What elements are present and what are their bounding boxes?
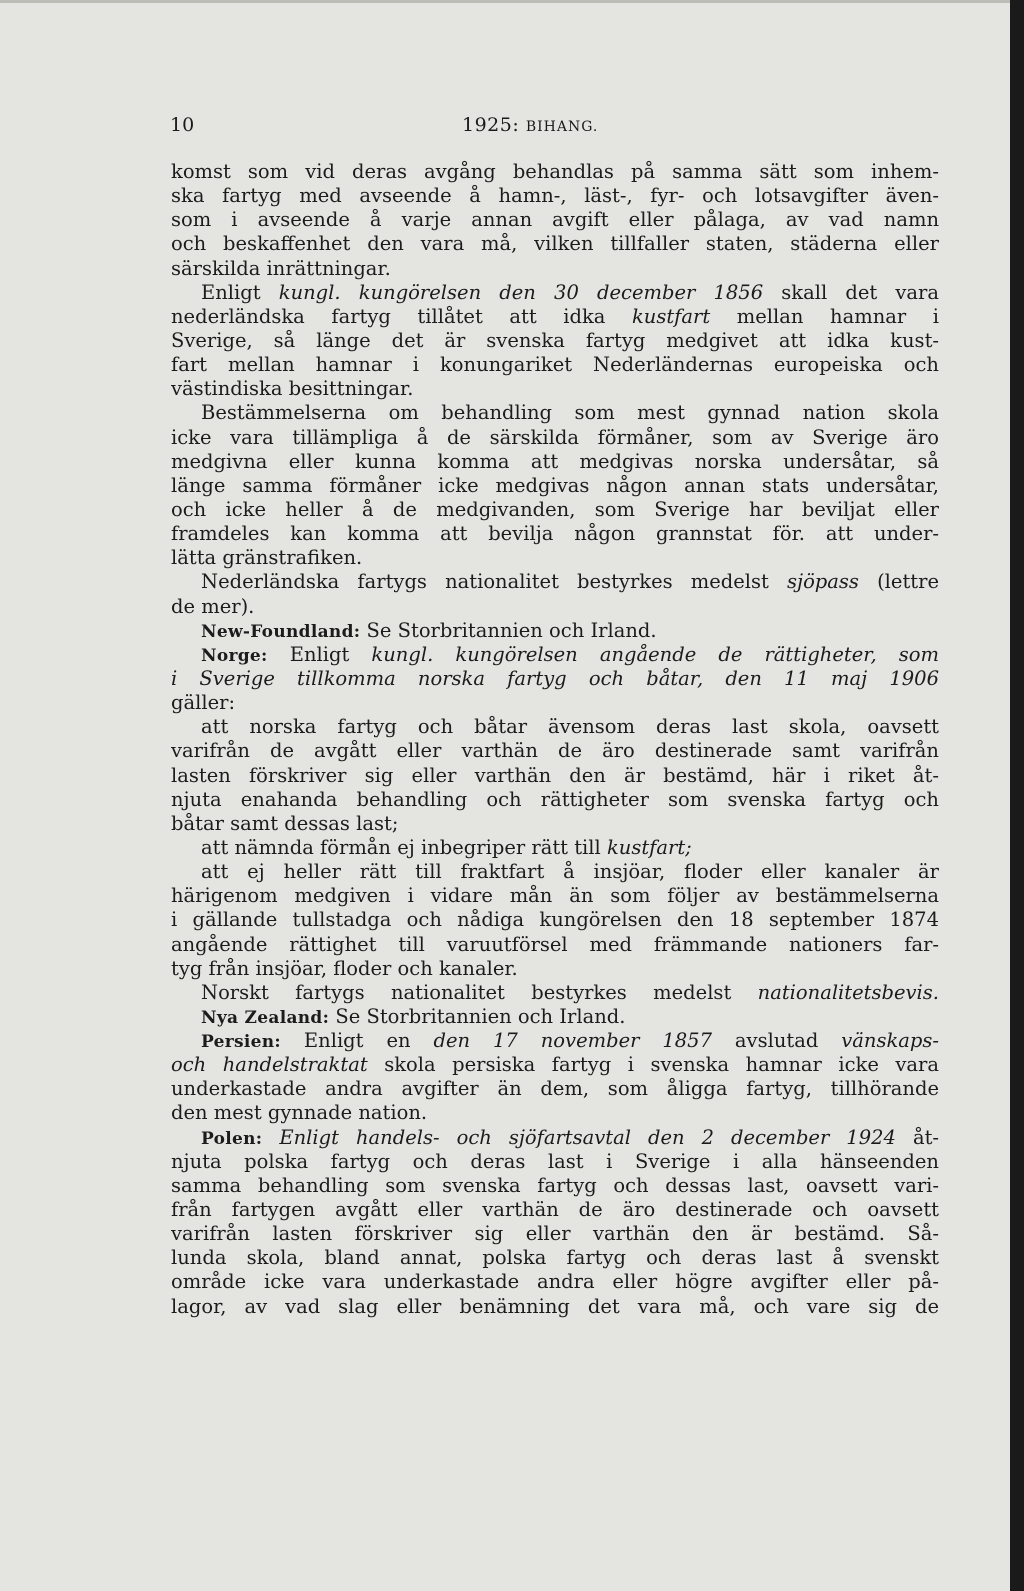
text-segment: lunda skola, bland annat, polska fartyg och deras last å svenskt (171, 1246, 939, 1270)
text-line (171, 667, 939, 691)
text-line (171, 1150, 939, 1174)
text-line (171, 812, 939, 836)
running-title (462, 114, 598, 136)
text-segment: fart mellan hamnar i konungariket Nederländernas europeiska och (171, 353, 939, 377)
text-segment: framdeles kan komma att bevilja någon grannstat för. att under- (171, 522, 939, 546)
text-line (171, 619, 939, 643)
text-line (171, 232, 939, 256)
text-line (171, 1270, 939, 1294)
text-line (171, 595, 939, 619)
text-segment: västindiska besittningar. (171, 377, 414, 401)
text-segment: komst som vid deras avgång behandlas på samma sätt som inhem- (171, 160, 939, 183)
text-segment: njuta polska fartyg och deras last i Sverige i alla hänseenden (171, 1149, 939, 1173)
text-line (171, 957, 939, 981)
text-segment: att ej heller rätt till fraktfart å insjöar, floder eller kanaler är (201, 860, 939, 884)
text-line (171, 836, 939, 860)
text-line (171, 691, 939, 715)
text-segment: varifrån de avgått eller varthän de äro destinerade samt varifrån (171, 739, 939, 763)
entry-heading: Norge: (201, 645, 268, 666)
text-segment: särskilda inrättningar. (171, 256, 391, 280)
text-segment: skall det vara (763, 280, 939, 304)
text-line (171, 570, 939, 594)
text-segment: och icke heller å de medgivanden, som Sverige har beviljat eller (171, 497, 939, 521)
text-segment: lasten förskriver sig eller varthän den är bestämd, här i riket åt- (171, 763, 939, 787)
text-line (171, 546, 939, 570)
text-segment: lätta gränstrafiken. (171, 546, 363, 570)
entry-heading: Nya Zealand: (201, 1007, 330, 1028)
text-line (171, 643, 939, 667)
text-segment: samma behandling som svenska fartyg och dessas last, oavsett vari- (171, 1173, 939, 1197)
italic-text: vänskaps- (841, 1029, 939, 1053)
text-segment: nederländska fartyg tillåtet att idka (171, 304, 632, 328)
italic-text: och handelstraktat (171, 1053, 368, 1077)
text-line (171, 908, 939, 932)
italic-text: kustfart (631, 304, 711, 328)
text-segment: båtar samt dessas last; (171, 811, 399, 835)
body-text (171, 160, 939, 1319)
text-segment: ska fartyg med avseende å hamn-, läst-, fyr- och lotsavgifter även- (171, 184, 939, 208)
text-segment: att norska fartyg och båtar ävensom deras last skola, oavsett (201, 715, 939, 739)
text-segment: skola persiska fartyg i svenska hamnar icke vara (367, 1053, 939, 1077)
text-segment: icke vara tillämpliga å de särskilda förmåner, som av Sverige äro (171, 425, 939, 449)
text-segment: Enligt (201, 280, 279, 304)
text-line (171, 1246, 939, 1270)
page-top-edge (0, 0, 1024, 3)
text-line (171, 1053, 939, 1077)
text-segment: härigenom medgiven i vidare mån än som följer av bestämmelserna (171, 884, 939, 908)
text-segment: njuta enahanda behandling och rättigheter som svenska fartyg och (171, 787, 939, 811)
text-line (171, 715, 939, 739)
text-segment: från fartygen avgått eller varthän de äro destinerade och oavsett (171, 1198, 939, 1222)
text-line (171, 377, 939, 401)
text-line (171, 353, 939, 377)
text-line (171, 401, 939, 425)
text-segment: Norskt fartygs nationalitet bestyrkes medelst (201, 980, 758, 1004)
page-right-edge (1010, 0, 1024, 1591)
text-line (171, 1295, 939, 1319)
text-line (171, 1174, 939, 1198)
text-line (171, 788, 939, 812)
text-segment: Enligt (267, 642, 372, 666)
text-line (171, 1126, 939, 1150)
italic-text: kungl. kungörelsen den 30 december 1856 (278, 280, 764, 304)
text-line (171, 884, 939, 908)
text-segment: åt- (895, 1125, 939, 1149)
text-line (171, 1029, 939, 1053)
text-line (171, 305, 939, 329)
italic-text: i Sverige tillkomma norska fartyg och båtar, den 11 maj 1906 (171, 666, 939, 690)
text-segment: som i avseende å varje annan avgift eller pålaga, av vad namn (171, 208, 939, 232)
italic-text: kungl. kungörelsen angående de rättigheter, som (371, 642, 939, 666)
text-segment: avslutad (712, 1029, 842, 1053)
italic-text: nationalitetsbevis. (757, 980, 939, 1004)
text-line (171, 522, 939, 546)
italic-text: Enligt handels- och sjöfartsavtal den 2 december 1924 (279, 1125, 896, 1149)
text-segment: de mer). (171, 594, 255, 618)
text-line (171, 860, 939, 884)
text-line (171, 184, 939, 208)
text-segment: Se Storbritannien och Irland. (329, 1004, 626, 1028)
running-title-year: 1925: (462, 114, 520, 136)
italic-text: kustfart; (606, 835, 692, 859)
entry-heading: Polen: (201, 1128, 263, 1149)
text-line (171, 281, 939, 305)
text-line (171, 257, 939, 281)
text-segment: angående rättighet till varuutförsel med främmande nationers far- (171, 932, 939, 956)
text-segment: område icke vara underkastade andra eller högre avgifter eller på- (171, 1270, 939, 1294)
text-segment: och beskaffenhet den vara må, vilken tillfaller staten, städerna eller (171, 232, 939, 256)
text-segment (262, 1126, 279, 1149)
text-segment: varifrån lasten förskriver sig eller varthän den är bestämd. Så- (171, 1222, 939, 1246)
text-line (171, 450, 939, 474)
text-segment: Nederländska fartygs nationalitet bestyrkes medelst (201, 570, 788, 594)
text-segment: Sverige, så länge det är svenska fartyg medgivet att idka kust- (171, 328, 939, 352)
text-segment: i gällande tullstadga och nådiga kungörelsen den 18 september 1874 (171, 908, 939, 932)
text-segment: Enligt en (280, 1029, 434, 1053)
text-segment: Bestämmelserna om behandling som mest gynnad nation skola (201, 401, 939, 425)
italic-text: den 17 november 1857 (433, 1029, 712, 1053)
text-line (171, 160, 939, 184)
text-line (171, 1077, 939, 1101)
text-line (171, 764, 939, 788)
text-line (171, 1101, 939, 1125)
text-segment: gäller: (171, 691, 236, 715)
italic-text: sjöpass (787, 570, 859, 594)
text-line (171, 1005, 939, 1029)
page-number: 10 (170, 114, 195, 136)
text-segment: medgivna eller kunna komma att medgivas norska undersåtar, så (171, 449, 939, 473)
running-header (170, 114, 940, 144)
text-line (171, 1222, 939, 1246)
text-line (171, 739, 939, 763)
text-segment: (lettre (858, 570, 939, 594)
text-segment: lagor, av vad slag eller benämning det vara må, och vare sig de (171, 1294, 939, 1318)
text-segment: underkastade andra avgifter än dem, som åligga fartyg, tillhörande (171, 1077, 939, 1101)
text-line (171, 933, 939, 957)
text-line (171, 426, 939, 450)
text-segment: mellan hamnar i (710, 304, 939, 328)
text-segment: Se Storbritannien och Irland. (360, 618, 657, 642)
text-segment: den mest gynnade nation. (171, 1101, 428, 1125)
text-line (171, 498, 939, 522)
text-line (171, 474, 939, 498)
text-line (171, 208, 939, 232)
entry-heading: New-Foundland: (201, 621, 361, 642)
text-line (171, 329, 939, 353)
text-segment: att nämnda förmån ej inbegriper rätt till (201, 835, 607, 859)
entry-heading: Persien: (201, 1032, 281, 1053)
running-title-word: BIHANG. (525, 119, 599, 135)
text-segment: länge samma förmåner icke medgivas någon annan stats undersåtar, (171, 473, 939, 497)
text-line (171, 1198, 939, 1222)
text-line (171, 981, 939, 1005)
text-segment: tyg från insjöar, floder och kanaler. (171, 956, 518, 980)
